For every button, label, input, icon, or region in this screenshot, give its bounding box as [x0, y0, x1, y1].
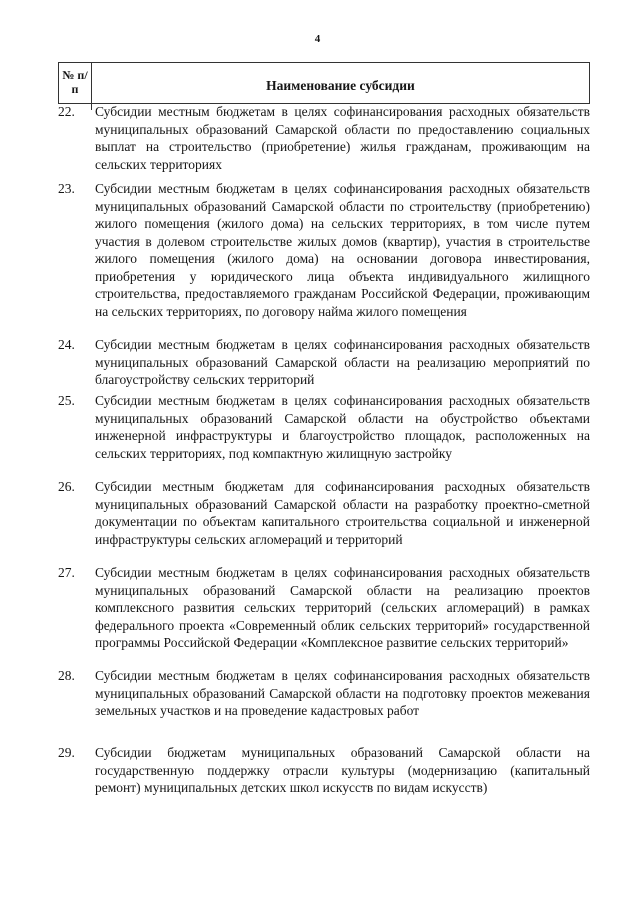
- table-header: [58, 62, 590, 104]
- subsidy-item-28: [58, 667, 590, 720]
- item-text: Субсидии местным бюджетам в целях софинансирования расходных обязательств муниципальных образований Самарской области по строительству (приобретению) жилого помещения (жилого дома) на сельских территориях, в том числе путем участия в долевом строительстве жилых домов (квартир), участия в строительстве жилого помещения (жилого дома) на основании договора инвестирования, приобретения у юридического лица объекта индивидуального жилищного строительства, предоставляемого гражданам Российской Федерации, проживающим на сельских территориях, по договору найма жилого помещения: [95, 181, 590, 319]
- page-number: 4: [314, 33, 321, 45]
- item-text: Субсидии местным бюджетам для софинансирования расходных обязательств муниципальных образований Самарской области на разработку проектно-сметной документации по объектам капитального строительства социальной и инженерной инфраструктуры сельских агломераций и территорий: [95, 479, 590, 547]
- item-text: Субсидии местным бюджетам в целях софинансирования расходных обязательств муниципальных образований Самарской области на реализацию проектов комплексного развития сельских территорий (сельских агломераций) в рамках федерального проекта «Современный облик сельских территорий» государственной программы Российской Федерации «Комплексное развитие сельских территорий»: [95, 565, 590, 650]
- subsidy-item-22: [58, 103, 590, 173]
- subsidy-item-24: [58, 336, 590, 389]
- subsidy-item-27: [58, 564, 590, 652]
- item-number: 29.: [58, 745, 75, 760]
- subsidy-item-29: [58, 744, 590, 797]
- item-text: Субсидии местным бюджетам в целях софинансирования расходных обязательств муниципальных образований Самарской области на подготовку проектов межевания земельных участков и на проведение кадастровых работ: [95, 668, 590, 718]
- item-number: 27.: [58, 565, 75, 580]
- item-number: 23.: [58, 181, 75, 196]
- subsidy-item-26: [58, 478, 590, 548]
- item-text: Субсидии местным бюджетам в целях софинансирования расходных обязательств муниципальных образований Самарской области по предоставлению социальных выплат на строительство (приобретение) жилья гражданам, проживающим на сельских территориях: [95, 104, 590, 172]
- header-name-column: Наименование субсидии: [266, 78, 415, 93]
- item-number: 25.: [58, 393, 75, 408]
- subsidy-item-23: [58, 180, 590, 320]
- item-number: 28.: [58, 668, 75, 683]
- subsidy-item-25: [58, 392, 590, 462]
- item-number: 24.: [58, 337, 75, 352]
- item-number: 26.: [58, 479, 75, 494]
- item-text: Субсидии местным бюджетам в целях софинансирования расходных обязательств муниципальных образований Самарской области на обустройство объектами инженерной инфраструктуры и благоустройство площадок, расположенных на сельских территориях, под компактную жилищную застройку: [95, 393, 590, 461]
- header-number-column: № п/п: [59, 63, 92, 103]
- item-text: Субсидии местным бюджетам в целях софинансирования расходных обязательств муниципальных образований Самарской области на реализацию мероприятий по благоустройству сельских территорий: [95, 337, 590, 387]
- item-text: Субсидии бюджетам муниципальных образований Самарской области на государственную поддержку отрасли культуры (модернизацию (капитальный ремонт) муниципальных детских школ искусств по видам искусств): [95, 745, 590, 795]
- item-number: 22.: [58, 104, 75, 119]
